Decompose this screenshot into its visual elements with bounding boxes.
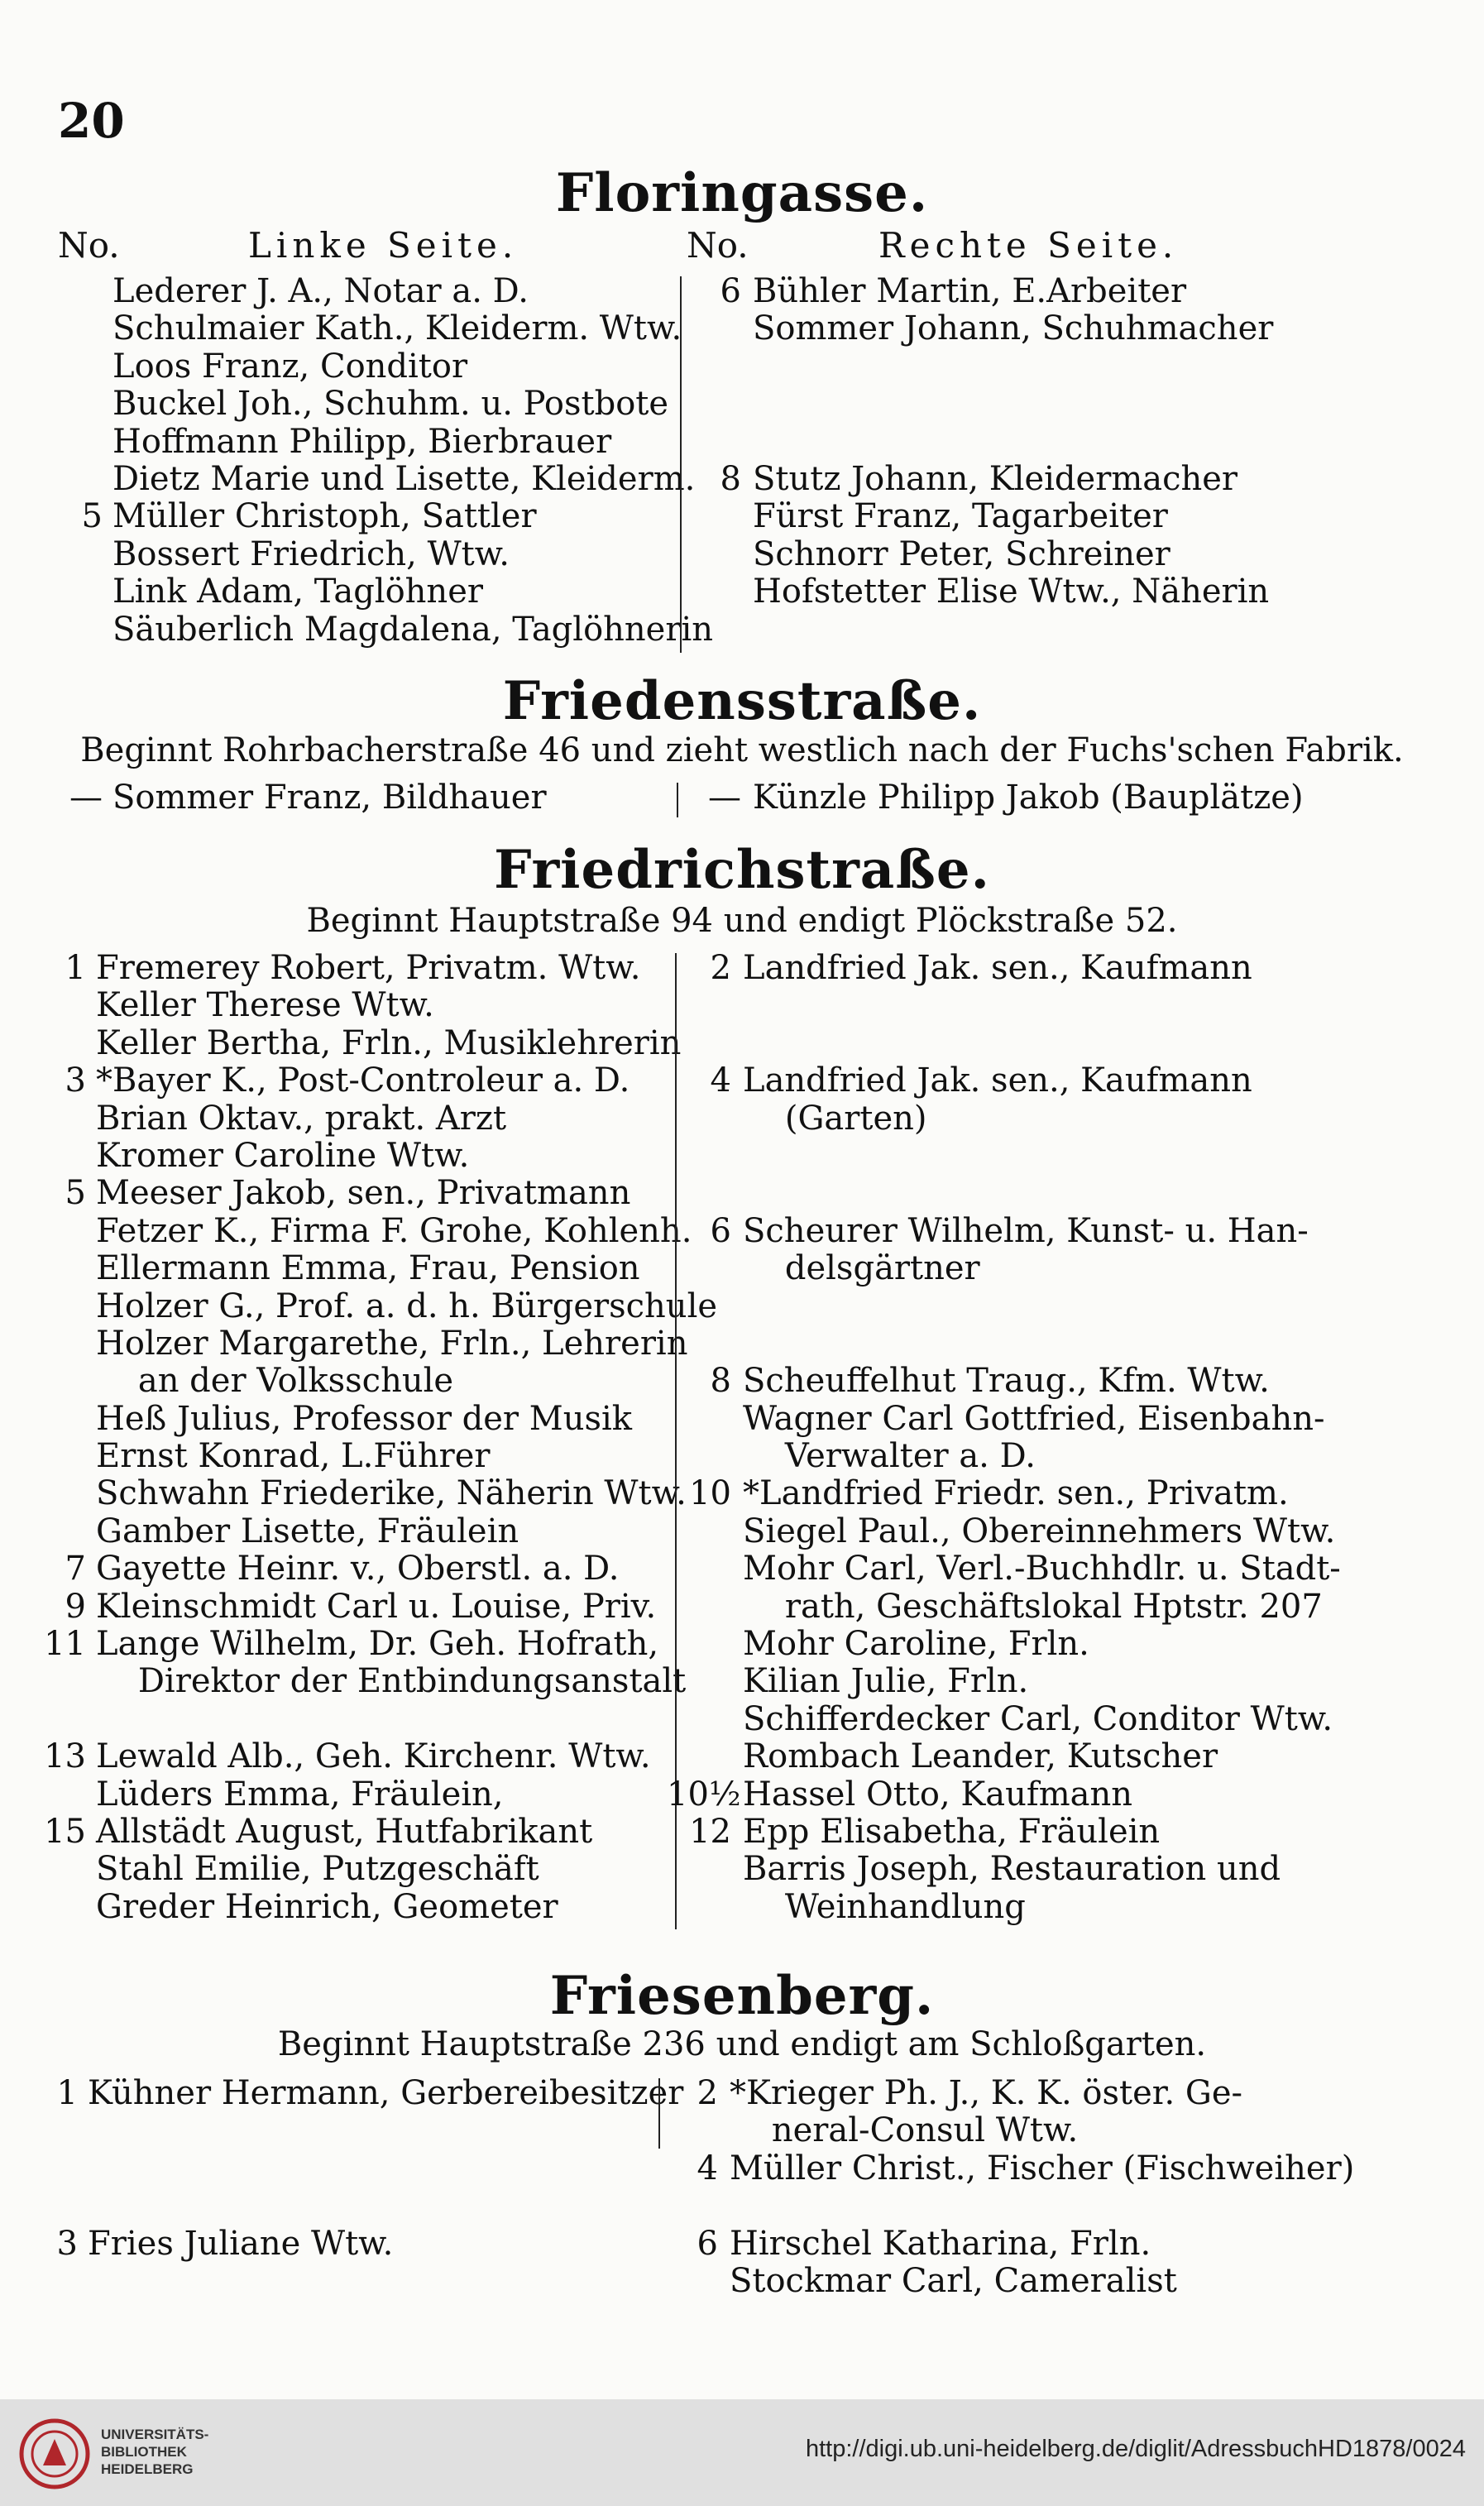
house-number: 3	[65, 1061, 86, 1100]
resident-entry: Bossert Friedrich, Wtw.	[112, 534, 510, 573]
list-item	[58, 386, 678, 423]
section-title-friedensstrasse: Friedensstraße.	[502, 670, 982, 732]
list-item	[677, 348, 1438, 386]
list-item	[58, 424, 678, 461]
resident-entry: (Garten)	[743, 1099, 927, 1138]
list-item	[667, 1138, 1461, 1175]
house-number: 2	[710, 949, 731, 987]
list-item	[41, 1474, 687, 1513]
list-item	[667, 1626, 1461, 1663]
resident-entry: Loos Franz, Conditor	[112, 347, 468, 386]
list-item	[33, 2112, 678, 2149]
list-item	[653, 2075, 1448, 2112]
resident-entry: Säuberlich Magdalena, Taglöhnerin	[112, 610, 714, 649]
resident-entry: Hassel Otto, Kaufmann	[743, 1775, 1133, 1814]
list-item	[667, 1550, 1461, 1588]
friesenberg-right-entries	[653, 2075, 1448, 2300]
list-item	[41, 1438, 670, 1475]
resident-entry: Greder Heinrich, Geometer	[96, 1887, 558, 1926]
list-item	[667, 1025, 1461, 1062]
house-number: 6	[697, 2224, 718, 2263]
list-item	[41, 1626, 670, 1663]
resident-entry: Scheurer Wilhelm, Kunst- u. Han-	[743, 1211, 1309, 1250]
list-item	[41, 1701, 670, 1738]
list-item	[667, 1475, 1461, 1512]
list-item	[41, 1814, 670, 1851]
list-item	[653, 2187, 1448, 2225]
resident-entry: Hoffmann Philipp, Bierbrauer	[112, 422, 612, 461]
list-item	[41, 1062, 670, 1100]
list-item	[41, 1250, 670, 1287]
list-item	[58, 573, 678, 611]
house-number: 1	[65, 949, 86, 987]
list-item	[667, 1513, 1461, 1550]
university-library-logo-icon	[18, 2417, 91, 2490]
library-name-line-3: HEIDELBERG	[101, 2461, 194, 2477]
list-item	[677, 386, 1438, 423]
list-item	[667, 950, 1461, 987]
floringasse-left-entries	[58, 272, 714, 649]
list-item	[667, 1363, 1461, 1400]
list-item	[41, 1550, 670, 1588]
resident-entry: *Bayer K., Post-Controleur a. D.	[96, 1061, 630, 1100]
friesenberg-intro: Beginnt Hauptstraße 236 und endigt am Schloßgarten.	[277, 2025, 1207, 2063]
list-item	[653, 2226, 1448, 2263]
friedensstrasse-left-entries	[58, 779, 670, 817]
friedensstrasse-right-entries	[677, 779, 1438, 817]
section-title-floringasse: Floringasse.	[555, 162, 929, 224]
list-item	[667, 1814, 1461, 1851]
resident-entry: *Krieger Ph. J., K. K. öster. Ge-	[730, 2074, 1243, 2112]
list-item	[41, 1851, 670, 1888]
house-number: 1	[56, 2074, 78, 2112]
house-number: 11	[44, 1625, 86, 1664]
library-name	[101, 2426, 208, 2478]
left-column-header: Linke Seite.	[248, 225, 519, 266]
section-title-friedrichstrasse: Friedrichstraße.	[494, 839, 990, 901]
list-item	[41, 1211, 692, 1250]
house-number: 5	[65, 1174, 86, 1213]
list-item	[41, 1100, 670, 1138]
list-item	[667, 1738, 1461, 1775]
list-item	[41, 1662, 687, 1701]
resident-entry: Meeser Jakob, sen., Privatmann	[96, 1174, 631, 1213]
list-item	[667, 1062, 1461, 1100]
resident-entry: neral-Consul Wtw.	[730, 2111, 1079, 2150]
list-item	[667, 1401, 1461, 1438]
resident-entry: Fries Juliane Wtw.	[88, 2224, 394, 2263]
resident-entry: Müller Christoph, Sattler	[112, 497, 537, 536]
list-item	[667, 1663, 1461, 1700]
friesenberg-left-entries	[33, 2074, 684, 2263]
list-item	[667, 1438, 1461, 1475]
list-item	[58, 536, 678, 573]
resident-entry: Allstädt August, Hutfabrikant	[96, 1812, 593, 1851]
list-item	[667, 1851, 1461, 1888]
list-item	[58, 459, 696, 498]
resident-entry: Kilian Julie, Frln.	[743, 1662, 1029, 1701]
resident-entry: Holzer G., Prof. a. d. h. Bürgerschule	[96, 1287, 718, 1325]
list-item	[677, 573, 1438, 611]
list-item	[41, 1889, 670, 1926]
resident-entry: Lange Wilhelm, Dr. Geh. Hofrath,	[96, 1625, 659, 1664]
list-item	[58, 610, 714, 649]
resident-entry: delsgärtner	[743, 1249, 980, 1288]
resident-entry: Barris Joseph, Restauration und	[743, 1850, 1281, 1889]
house-number: 10	[689, 1474, 731, 1513]
house-number: 13	[44, 1737, 86, 1776]
list-item	[41, 1513, 670, 1550]
resident-entry: Verwalter a. D.	[743, 1437, 1036, 1476]
house-number: 10½	[667, 1775, 741, 1814]
house-number: 4	[697, 2149, 718, 2187]
resident-entry: an der Volksschule	[96, 1362, 454, 1401]
list-item	[667, 1701, 1461, 1738]
resident-entry: Kleinschmidt Carl u. Louise, Priv.	[96, 1587, 657, 1626]
resident-entry: Schwahn Friederike, Näherin Wtw.	[96, 1474, 687, 1513]
left-column-no-header: No.	[58, 225, 120, 266]
list-item	[667, 1889, 1461, 1926]
list-item	[58, 498, 678, 535]
resident-entry: Stutz Johann, Kleidermacher	[753, 459, 1238, 498]
resident-entry: Landfried Jak. sen., Kaufmann	[743, 949, 1252, 987]
resident-entry: Schulmaier Kath., Kleiderm. Wtw.	[112, 309, 682, 348]
section-title-friesenberg: Friesenberg.	[549, 1965, 935, 2027]
resident-entry: Ernst Konrad, L.Führer	[96, 1437, 491, 1476]
resident-entry: Ellermann Emma, Frau, Pension	[96, 1249, 640, 1288]
list-item	[41, 1401, 670, 1438]
list-item	[58, 273, 678, 310]
resident-entry: Müller Christ., Fischer (Fischweiher)	[730, 2149, 1355, 2187]
list-item	[58, 779, 670, 817]
list-item	[41, 950, 670, 987]
resident-entry: Rombach Leander, Kutscher	[743, 1737, 1218, 1776]
list-item	[41, 1138, 670, 1175]
source-url-link[interactable]: http://digi.ub.uni-heidelberg.de/diglit/AdressbuchHD1878/0024	[805, 2436, 1466, 2462]
house-number: —	[708, 779, 741, 817]
resident-entry: Hirschel Katharina, Frln.	[730, 2224, 1151, 2263]
list-item	[677, 461, 1438, 498]
resident-entry: Lederer J. A., Notar a. D.	[112, 272, 529, 310]
list-item	[33, 2074, 684, 2112]
list-item	[653, 2150, 1448, 2187]
resident-entry: Direktor der Entbindungsanstalt	[96, 1662, 687, 1701]
list-item	[41, 1175, 670, 1212]
resident-entry: Heß Julius, Professor der Musik	[96, 1399, 633, 1438]
resident-entry: Mohr Caroline, Frln.	[743, 1625, 1089, 1664]
house-number: 8	[710, 1362, 731, 1401]
list-item	[41, 1324, 688, 1363]
resident-entry: Buckel Joh., Schuhm. u. Postbote	[112, 385, 669, 424]
resident-entry: Landfried Jak. sen., Kaufmann	[743, 1061, 1252, 1100]
right-column-header: Rechte Seite.	[878, 225, 1179, 266]
list-item	[667, 1250, 1461, 1287]
list-item	[653, 2112, 1448, 2149]
house-number: 15	[44, 1812, 86, 1851]
list-item	[667, 1776, 1461, 1814]
house-number: 7	[65, 1550, 86, 1588]
list-item	[667, 1213, 1461, 1250]
list-item	[33, 2150, 678, 2187]
list-item	[667, 1175, 1461, 1212]
resident-entry: Schnorr Peter, Schreiner	[753, 534, 1170, 573]
resident-entry: Weinhandlung	[743, 1887, 1026, 1926]
resident-entry: Dietz Marie und Lisette, Kleiderm.	[112, 459, 696, 498]
house-number: 9	[65, 1587, 86, 1626]
resident-entry: Siegel Paul., Obereinnehmers Wtw.	[743, 1512, 1336, 1550]
resident-entry: Gamber Lisette, Fräulein	[96, 1512, 519, 1550]
list-item	[58, 309, 682, 348]
friedrichstrasse-intro: Beginnt Hauptstraße 94 und endigt Plöckstraße 52.	[306, 902, 1178, 940]
resident-entry: Holzer Margarethe, Frln., Lehrerin	[96, 1324, 688, 1363]
resident-entry: rath, Geschäftslokal Hptstr. 207	[743, 1587, 1323, 1626]
resident-entry: Künzle Philipp Jakob (Bauplätze)	[753, 779, 1304, 817]
house-number: 5	[81, 497, 103, 536]
list-item	[677, 498, 1438, 535]
list-item	[41, 1023, 682, 1062]
resident-entry: Fremerey Robert, Privatm. Wtw.	[96, 949, 641, 987]
list-item	[677, 424, 1438, 461]
list-item	[58, 348, 678, 386]
list-item	[33, 2187, 678, 2225]
resident-entry: Bühler Martin, E.Arbeiter	[753, 272, 1187, 310]
library-name-line-1: UNIVERSITÄTS-	[101, 2427, 209, 2442]
list-item	[667, 1325, 1461, 1363]
house-number: 6	[710, 1211, 731, 1250]
resident-entry: Scheuffelhut Traug., Kfm. Wtw.	[743, 1362, 1270, 1401]
footer-bar	[0, 2399, 1484, 2506]
list-item	[667, 1588, 1461, 1626]
floringasse-right-entries	[677, 273, 1438, 611]
list-item	[667, 1288, 1461, 1325]
resident-entry: Mohr Carl, Verl.-Buchhdlr. u. Stadt-	[743, 1550, 1341, 1588]
resident-entry: Fetzer K., Firma F. Grohe, Kohlenh.	[96, 1211, 692, 1250]
list-item	[41, 1287, 718, 1325]
house-number: 8	[720, 459, 741, 498]
resident-entry: Keller Bertha, Frln., Musiklehrerin	[96, 1023, 682, 1062]
resident-entry: Gayette Heinr. v., Oberstl. a. D.	[96, 1550, 620, 1588]
friedrichstrasse-right-entries	[667, 950, 1461, 1926]
library-name-line-2: BIBLIOTHEK	[101, 2444, 187, 2460]
resident-entry: Schifferdecker Carl, Conditor Wtw.	[743, 1699, 1333, 1738]
resident-entry: Link Adam, Taglöhner	[112, 573, 483, 611]
resident-entry: *Landfried Friedr. sen., Privatm.	[743, 1474, 1289, 1513]
resident-entry: Lüders Emma, Fräulein,	[96, 1775, 504, 1814]
house-number: 4	[710, 1061, 731, 1100]
resident-entry: Kühner Hermann, Gerbereibesitzer	[88, 2074, 684, 2112]
list-item	[677, 273, 1438, 310]
resident-entry: Kromer Caroline Wtw.	[96, 1136, 470, 1175]
resident-entry: Sommer Franz, Bildhauer	[112, 779, 547, 817]
resident-entry: Brian Oktav., prakt. Arzt	[96, 1099, 507, 1138]
list-item	[667, 1100, 1461, 1138]
list-item	[41, 1363, 670, 1400]
house-number: 6	[720, 272, 741, 310]
resident-entry: Hofstetter Elise Wtw., Näherin	[753, 573, 1270, 611]
resident-entry: Fürst Franz, Tagarbeiter	[753, 497, 1168, 536]
resident-entry: Wagner Carl Gottfried, Eisenbahn-	[743, 1399, 1325, 1438]
list-item	[653, 2263, 1448, 2300]
list-item	[677, 310, 1438, 347]
list-item	[41, 1588, 670, 1626]
list-item	[33, 2226, 678, 2263]
resident-entry: Epp Elisabetha, Fräulein	[743, 1812, 1161, 1851]
list-item	[41, 1776, 670, 1814]
house-number: —	[69, 779, 103, 817]
list-item	[41, 1738, 670, 1775]
list-item	[677, 779, 1438, 817]
house-number: 2	[697, 2074, 718, 2112]
resident-entry: Stahl Emilie, Putzgeschäft	[96, 1850, 539, 1889]
right-column-no-header: No.	[687, 225, 749, 266]
house-number: 12	[689, 1812, 731, 1851]
house-number: 3	[56, 2224, 78, 2263]
resident-entry: Sommer Johann, Schuhmacher	[753, 309, 1274, 348]
page-number: 20	[58, 93, 125, 149]
resident-entry: Stockmar Carl, Cameralist	[730, 2261, 1177, 2300]
list-item	[667, 987, 1461, 1024]
list-item	[41, 987, 670, 1024]
list-item	[677, 536, 1438, 573]
resident-entry: Keller Therese Wtw.	[96, 986, 434, 1025]
resident-entry: Lewald Alb., Geh. Kirchenr. Wtw.	[96, 1737, 651, 1776]
friedensstrasse-intro: Beginnt Rohrbacherstraße 46 und zieht westlich nach der Fuchs'schen Fabrik.	[80, 731, 1404, 769]
